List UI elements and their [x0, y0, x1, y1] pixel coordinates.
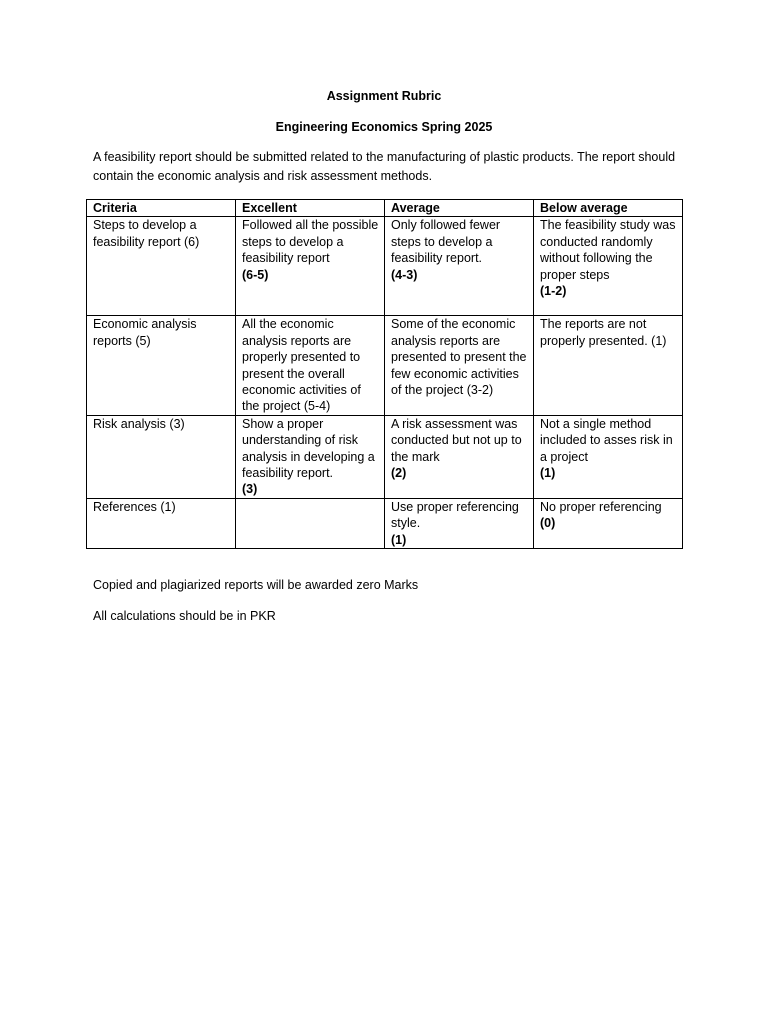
criteria-cell: Risk analysis (3) [87, 415, 236, 498]
criteria-cell: References (1) [87, 498, 236, 548]
average-cell [385, 316, 534, 415]
average-score: (1) [391, 532, 407, 547]
intro-paragraph: A feasibility report should be submitted related to the manufacturing of plastic products. The report should contain the economic analysis and risk assessment methods. [93, 150, 676, 183]
average-cell [385, 415, 534, 498]
excellent-text: Followed all the possible steps to develop a feasibility report [242, 218, 379, 266]
below-average-cell [534, 217, 683, 316]
average-score: (4-3) [391, 267, 418, 282]
average-score: (2) [391, 466, 407, 481]
criteria-cell: Steps to develop a feasibility report (6) [87, 217, 236, 316]
table-row [87, 415, 683, 498]
header-below-average: Below average [534, 200, 683, 217]
below-average-score: (1) [540, 466, 556, 481]
average-cell [385, 498, 534, 548]
average-text: Use proper referencing style. [391, 499, 519, 531]
below-average-cell [534, 498, 683, 548]
document-subtitle: Engineering Economics Spring 2025 [275, 120, 493, 134]
below-average-score: (0) [540, 516, 556, 531]
excellent-score: (3) [242, 482, 258, 497]
below-average-cell [534, 316, 683, 415]
average-text: Some of the economic analysis reports are presented to present the few economic activities of the project (3-2) [391, 317, 527, 398]
header-excellent: Excellent [236, 200, 385, 217]
table-row [87, 498, 683, 548]
table-row [87, 217, 683, 316]
plagiarism-note: Copied and plagiarized reports will be awarded zero Marks [93, 578, 419, 592]
excellent-cell [236, 316, 385, 415]
criteria-cell: Economic analysis reports (5) [87, 316, 236, 415]
below-average-score: (1-2) [540, 284, 567, 299]
header-average: Average [385, 200, 534, 217]
average-cell [385, 217, 534, 316]
average-text: Only followed fewer steps to develop a feasibility report. [391, 218, 501, 266]
currency-note: All calculations should be in PKR [93, 609, 276, 623]
below-average-text: The feasibility study was conducted randomly without following the proper steps [540, 218, 676, 282]
excellent-text: Show a proper understanding of risk analysis in developing a feasibility report. [242, 416, 375, 481]
rubric-table [86, 199, 683, 549]
excellent-cell [236, 217, 385, 316]
below-average-text: No proper referencing [540, 499, 662, 514]
table-row [87, 316, 683, 415]
document-title: Assignment Rubric [326, 89, 442, 103]
excellent-score: (6-5) [242, 267, 269, 282]
excellent-text: All the economic analysis reports are properly presented to present the overall economic activities of the project (5-4) [242, 317, 361, 414]
below-average-text: The reports are not properly presented. (1) [540, 317, 667, 348]
excellent-cell [236, 498, 385, 548]
average-text: A risk assessment was conducted but not up to the mark [391, 416, 522, 464]
table-header-row [87, 200, 683, 217]
excellent-cell [236, 415, 385, 498]
header-criteria: Criteria [87, 200, 236, 217]
below-average-cell [534, 415, 683, 498]
below-average-text: Not a single method included to asses risk in a project [540, 416, 673, 464]
